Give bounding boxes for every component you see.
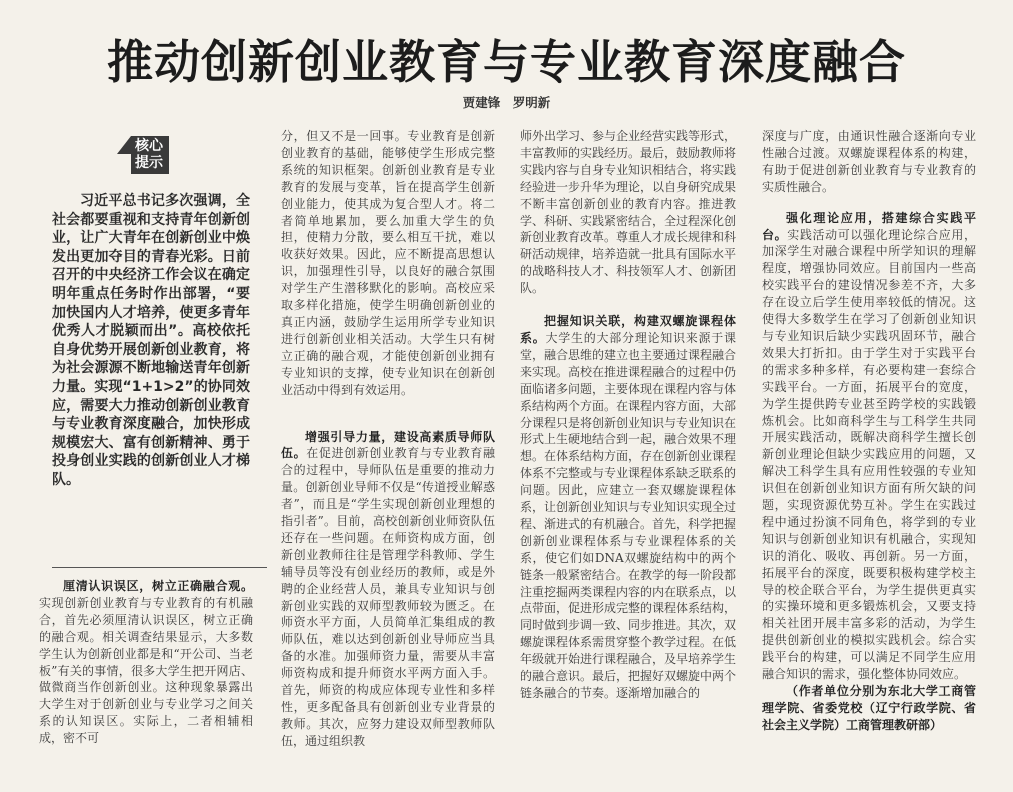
column-4 — [762, 128, 976, 734]
summary-text: 习近平总书记多次强调，全社会都要重视和支持青年创新创业，让广大青年在创新创业中焕发出更加夺目的青春光彩。日前召开的中央经济工作会议在确定明年重点任务时作出部署，“要加快国内人才培养，使更多青年优秀人才脱颖而出”。高校依托自身优势开展创新创业教育，将为社会源源不断地输送青年创新力量。实现“1+1>2”的协同效应，需要大力推动创新创业教育与专业教育深度融合，加快形成规模宏大、富有创新精神、勇于投身创业实践的创新创业人才梯队。 — [52, 193, 250, 488]
badge-corner-icon — [117, 136, 131, 154]
section-4-heading: 强化理论应用，搭建综合实践平台。 — [762, 210, 976, 242]
section-2-paragraph — [281, 429, 495, 750]
core-summary — [52, 192, 250, 490]
section-3-body: 大学生的大部分理论知识来源于课堂，融合思维的建立也主要通过课程融合来实现。高校在推进课程融合的过程中仍面临诸多问题，主要体现在课程内容与体系结构两个方面。在课程内容方面，大部分课程只是将创新创业知识与专业知识在形式上生硬地结合到一起，融合效果不理想。在体系结构方面，存在创新创业课程体系不完整或与专业课程体系缺乏联系的问题。因此，应建立一套双螺旋课程体系，让创新创业知识与专业知识实现全过程、渐进式的有机融合。首先，科学把握创新创业课程体系与专业课程体系的关系，使它们如DNA双螺旋结构中的两个链条一般紧密结合。在教学的每一阶段都注重挖掘两类课程内容的内在联系点，以点带面，促进形成完整的课程体系结构，同时做到步调一致、同步推进。其次，双螺旋课程体系需贯穿整个教学过程。在低年级就开始进行课程融合，及早培养学生的融合意识。最后，把握好双螺旋中两个链条融合的节奏。逐渐增加融合的 — [520, 330, 737, 700]
column-2 — [281, 128, 495, 750]
section-3-heading: 把握知识关联，构建双螺旋课程体系。 — [520, 314, 736, 345]
section-2-heading: 增强引导力量，建设高素质导师队伍。 — [281, 429, 495, 461]
section-4-body: 实践活动可以强化理论综合应用，加深学生对融合课程中所学知识的理解程度，增强协同效应。目前国内一些高校实践平台的建设情况参差不齐，大多存在设立后学生使用率较低的情况。这使得大多数学生在学习了创新创业知识与专业知识后缺少实践巩固环节，融合效果大打折扣。由于学生对于实践平台的需求多种多样，有必要构建一套综合实践平台。一方面，拓展平台的宽度，为学生提供跨专业甚至跨学校的实践锻炼机会。比如商科学生与工科学生共同开展实践活动，既解决商科学生擅长创新创业理论但缺少实践应用的问题，又解决工科学生具有应用性较强的专业知识但在创新创业知识方面有所欠缺的问题，实现资源优势互补。学生在实践过程中通过扮演不同角色，将学到的专业知识与创新创业知识有机融合，实现知识的消化、吸收、再创新。另一方面，拓展平台的深度，既要积极构建学校主导的校企联合平台，为学生提供更真实的实操环境和更多锻炼机会，又要支持相关社团开展丰富多彩的活动，为学生提供创新创业的模拟实践机会。综合实践平台的构建，可以满足不同学生应用融合知识的需求，强化整体协同效应。 — [762, 227, 976, 682]
article-title: 推动创新创业教育与专业教育深度融合 — [107, 35, 906, 89]
core-tip-badge — [117, 128, 173, 174]
section-1-body: 实现创新创业教育与专业教育的有机融合，首先必须厘清认识误区，树立正确的融合观。相关调查结果显示，大多数学生认为创新创业都是和“开公司、当老板”有关的事情，很多大学生把开网店、做微商当作创新创业。这种现象暴露出大学生对于创新创业与专业学习之间关系的认知误区。实际上，二者相辅相成，密不可 — [39, 595, 253, 746]
column-3 — [520, 128, 736, 702]
column-1 — [39, 578, 253, 747]
summary-divider — [52, 567, 267, 568]
column-4-continuation: 深度与广度，由通识性融合逐渐向专业性融合过渡。双螺旋课程体系的构建，有助于促进创新创业教育与专业教育的实质性融合。 — [762, 129, 976, 194]
badge-label — [135, 138, 167, 172]
section-1-heading: 厘清认识误区，树立正确融合观。 — [63, 579, 253, 593]
section-2-body: 在促进创新创业教育与专业教育融合的过程中，导师队伍是重要的推动力量。创新创业导师不仅是“传道授业解惑者”，而且是“学生实现创新创业理想的指引者”。目前，高校创新创业师资队伍还存在一些问题。在师资构成方面，创新创业教师往往是管理学科教师、学生辅导员等没有创业经历的教师，或是外聘的企业经营人员，兼具专业知识与创新创业实践的双师型教师较为匮乏。在师资水平方面，人员简单汇集组成的教师队伍，难以达到创新创业导师应当具备的水准。加强师资力量，需要从丰富师资构成和提升师资水平两方面入手。首先，师资的构成应体现专业性和多样性，更多配备具有创新创业专业背景的教师。其次，应努力建设双师型教师队伍，通过组织教 — [281, 446, 495, 748]
column-2-continuation: 分，但又不是一回事。专业教育是创新创业教育的基础，能够使学生形成完整系统的知识框架。创新创业教育是专业教育的发展与变革，旨在提高学生创新创业能力，使其成为复合型人才。将二者简单地累加，要么加重大学生的负担，使精力分散，要么相互干扰，难以收获好效果。因此，应不断提高思想认识，加强理性引导，以良好的融合氛围对学生产生潜移默化的影响。高校应采取多样化措施，使学生明确创新创业的真正内涵，鼓励学生运用所学专业知识进行创新创业相关活动。大学生只有树立正确的融合观，才能使创新创业拥有专业知识的支撑，使专业知识在创新创业活动中得到有效运用。 — [281, 129, 495, 397]
article-authors: 贾建锋 罗明新 — [462, 95, 551, 110]
section-1-paragraph — [39, 578, 253, 747]
section-3-paragraph — [520, 313, 736, 702]
author-affiliation: （作者单位分别为东北大学工商管理学院、省委党校（辽宁行政学院、省社会主义学院）工商管理教研部） — [762, 684, 976, 732]
column-3-continuation: 师外出学习、参与企业经营实践等形式，丰富教师的实践经历。最后，鼓励教师将实践内容与自身专业知识相结合，将实践经验进一步升华为理论，以自身研究成果不断丰富创新创业的教育内容。推进教学、科研、实践紧密结合，全过程深化创新创业教育改革。尊重人才成长规律和科研活动规律，培养造就一批具有国际水平的战略科技人才、科技领军人才、创新团队。 — [520, 129, 737, 296]
badge-text: 核心提示 — [135, 138, 163, 171]
section-4-paragraph — [762, 210, 976, 683]
